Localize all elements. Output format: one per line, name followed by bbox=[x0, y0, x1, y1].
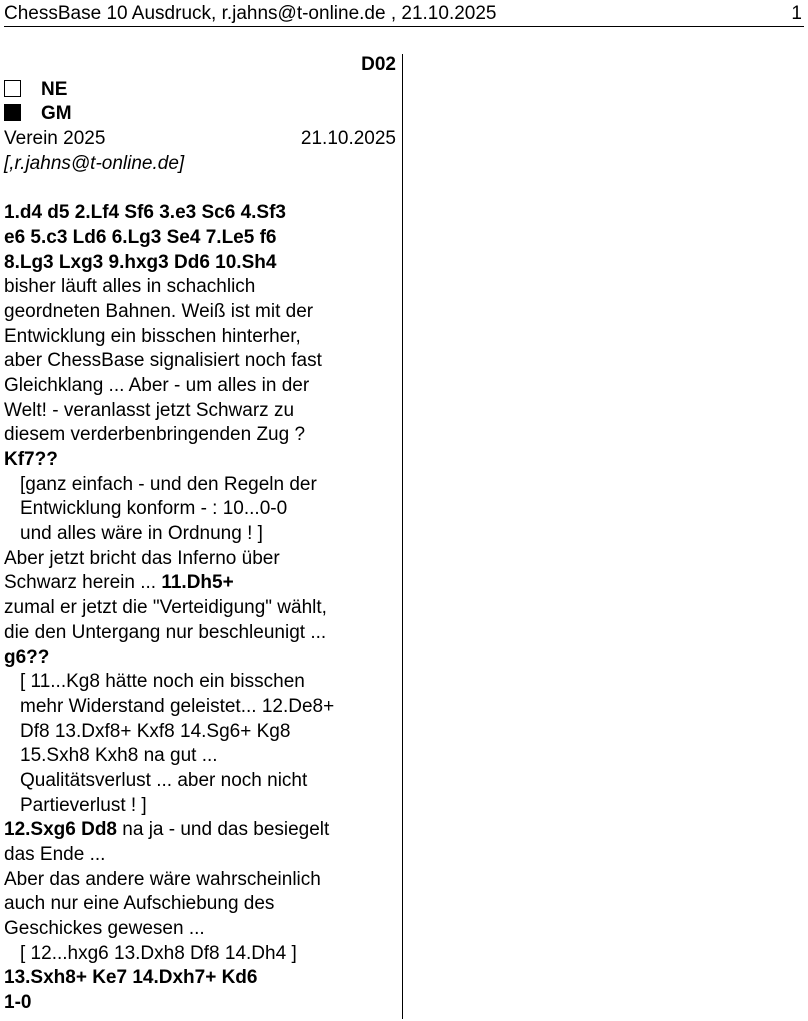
variation-line bbox=[4, 670, 396, 695]
black-player-row bbox=[4, 102, 396, 127]
eco-code: D02 bbox=[361, 54, 396, 75]
notation-line bbox=[4, 201, 396, 226]
comment-text: Geschickes gewesen ... bbox=[4, 918, 205, 940]
notation-line bbox=[4, 374, 396, 399]
notation-line bbox=[4, 399, 396, 424]
comment-text: Welt! - veranlasst jetzt Schwarz zu bbox=[4, 399, 295, 421]
notation-line bbox=[4, 843, 396, 868]
game-column bbox=[4, 53, 396, 1016]
game-date: 21.10.2025 bbox=[300, 128, 396, 150]
comment-text: geordneten Bahnen. Weiß ist mit der bbox=[4, 300, 314, 322]
notation-line bbox=[4, 448, 396, 473]
notation-line bbox=[4, 349, 396, 374]
comment-text: [ 12...hxg6 13.Dxh8 Df8 14.Dh4 ] bbox=[20, 942, 297, 964]
game-notation bbox=[4, 201, 396, 1016]
notation-line bbox=[4, 571, 396, 596]
notation-line bbox=[4, 596, 396, 621]
comment-text: Entwicklung ein bisschen hinterher, bbox=[4, 325, 301, 347]
comment-text: diesem verderbenbringenden Zug ? bbox=[4, 424, 306, 446]
variation-line bbox=[4, 769, 396, 794]
black-square-icon bbox=[4, 104, 21, 121]
event-row bbox=[4, 127, 396, 152]
variation-line bbox=[4, 794, 396, 819]
notation-line bbox=[4, 991, 396, 1016]
comment-text: Partieverlust ! ] bbox=[20, 794, 147, 816]
notation-line bbox=[4, 621, 396, 646]
variation-line bbox=[4, 942, 396, 967]
comment-text: und alles wäre in Ordnung ! ] bbox=[20, 523, 263, 545]
variation-line bbox=[4, 695, 396, 720]
comment-text: Aber jetzt bricht das Inferno über bbox=[4, 547, 280, 569]
white-player-row bbox=[4, 78, 396, 103]
comment-text: zumal er jetzt die "Verteidigung" wählt, bbox=[4, 597, 327, 619]
notation-line bbox=[4, 868, 396, 893]
move-text: 1-0 bbox=[4, 992, 32, 1014]
notation-line bbox=[4, 966, 396, 991]
move-text: 12.Sxg6 Dd8 bbox=[4, 819, 117, 841]
notation-line bbox=[4, 646, 396, 671]
comment-text: Entwicklung konform - : 10...0-0 bbox=[20, 498, 288, 520]
annotator: [,r.jahns@t-online.de] bbox=[4, 152, 185, 174]
comment-text: Df8 13.Dxf8+ Kxf8 14.Sg6+ Kg8 bbox=[20, 720, 291, 742]
comment-text: [ganz einfach - und den Regeln der bbox=[20, 473, 317, 495]
comment-text: das Ende ... bbox=[4, 844, 106, 865]
variation-line bbox=[4, 744, 396, 769]
comment-text: die den Untergang nur beschleunigt ... bbox=[4, 621, 327, 643]
comment-text: Gleichklang ... Aber - um alles in der bbox=[4, 374, 310, 396]
event-name: Verein 2025 bbox=[4, 128, 106, 150]
notation-line bbox=[4, 547, 396, 572]
comment-text: auch nur eine Aufschiebung des bbox=[4, 893, 275, 915]
notation-line bbox=[4, 300, 396, 325]
comment-text: bisher läuft alles in schachlich bbox=[4, 276, 256, 298]
notation-line bbox=[4, 892, 396, 917]
variation-line bbox=[4, 497, 396, 522]
notation-line bbox=[4, 818, 396, 843]
move-text: e6 5.c3 Ld6 6.Lg3 Se4 7.Le5 f6 bbox=[4, 226, 277, 248]
move-text: 11.Dh5+ bbox=[161, 572, 234, 594]
variation-line bbox=[4, 720, 396, 745]
black-player: GM bbox=[41, 103, 72, 125]
notation-line bbox=[4, 325, 396, 350]
comment-text: 15.Sxh8 Kxh8 na gut ... bbox=[20, 745, 218, 767]
print-header bbox=[4, 2, 804, 27]
move-text: Kf7?? bbox=[4, 449, 58, 470]
move-text: g6?? bbox=[4, 646, 50, 668]
move-text: 8.Lg3 Lxg3 9.hxg3 Dd6 10.Sh4 bbox=[4, 251, 277, 273]
notation-line bbox=[4, 226, 396, 251]
variation-line bbox=[4, 473, 396, 498]
page-number: 1 bbox=[791, 3, 802, 24]
notation-line bbox=[4, 423, 396, 448]
comment-text: Schwarz herein ... bbox=[4, 572, 162, 594]
move-text: 13.Sxh8+ Ke7 14.Dxh7+ Kd6 bbox=[4, 967, 258, 989]
comment-text: Aber das andere wäre wahrscheinlich bbox=[4, 868, 321, 890]
comment-text: Qualitätsverlust ... aber noch nicht bbox=[20, 769, 308, 791]
white-player: NE bbox=[41, 78, 68, 100]
header-title: ChessBase 10 Ausdruck, r.jahns@t-online.de , 21.10.2025 bbox=[4, 3, 497, 24]
comment-text: mehr Widerstand geleistet... 12.De8+ bbox=[20, 695, 335, 717]
notation-line bbox=[4, 917, 396, 942]
comment-text: [ 11...Kg8 hätte noch ein bisschen bbox=[20, 671, 305, 693]
notation-line bbox=[4, 275, 396, 300]
variation-line bbox=[4, 522, 396, 547]
move-text: 1.d4 d5 2.Lf4 Sf6 3.e3 Sc6 4.Sf3 bbox=[4, 202, 286, 224]
spacer bbox=[4, 176, 396, 201]
notation-line bbox=[4, 251, 396, 276]
column-divider bbox=[402, 54, 403, 1019]
comment-text: na ja - und das besiegelt bbox=[117, 819, 330, 841]
white-square-icon bbox=[4, 80, 21, 97]
comment-text: aber ChessBase signalisiert noch fast bbox=[4, 350, 322, 372]
